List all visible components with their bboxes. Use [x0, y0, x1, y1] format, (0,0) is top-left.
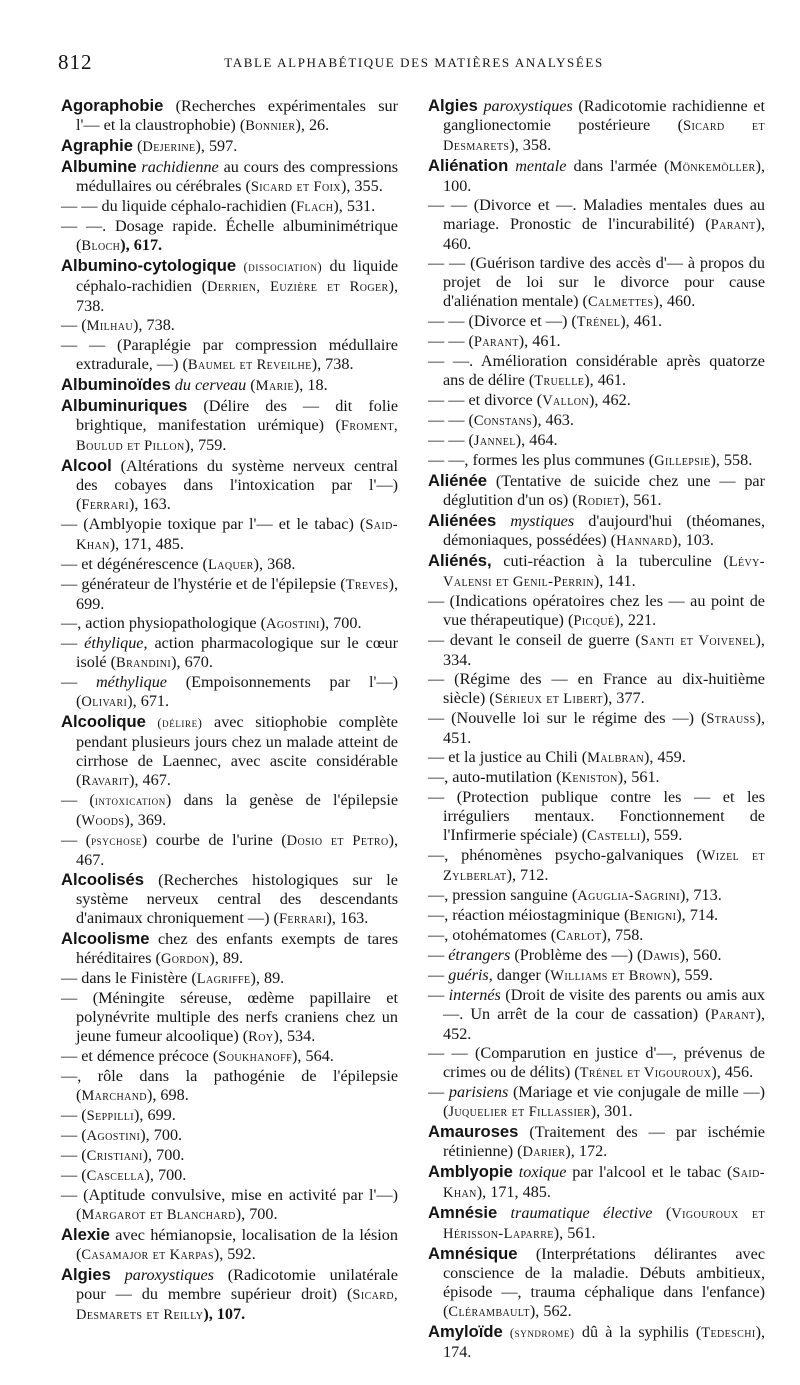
left-column — [61, 96, 398, 1325]
index-entry: —, auto-mutilation (Keniston), 561. — [428, 768, 660, 786]
index-entry: — — (Paraplégie par compression médullaire extradurale, —) (Baumel et Reveilhe), 738. — [61, 336, 398, 373]
index-entry: — générateur de l'hystérie et de l'épilepsie (Treves), 699. — [61, 575, 398, 613]
index-entry: — étrangers (Problème des —) (Dawis), 560. — [428, 946, 722, 964]
index-entry: — internés (Droit de visite des parents ou amis aux —. Un arrêt de la cour de cassation) (Parant), 452. — [428, 986, 765, 1043]
index-entry: — dans le Finistère (Lagriffe), 89. — [61, 969, 285, 987]
index-entry: —, otohématomes (Carlot), 758. — [428, 926, 644, 944]
index-entry: — (Méningite séreuse, œdème papillaire et polynévrite multiple des nerfs craniens chez un jeune fumeur alcoolique) (Roy), 534. — [61, 989, 398, 1045]
index-entry: — (Amblyopie toxique par l'— et le tabac) (Said-Khan), 171, 485. — [61, 515, 398, 553]
index-entry: — — (Divorce et —) (Trénel), 461. — [428, 312, 663, 330]
index-entry: Aliénation mentale dans l'armée (Mönkemöller), 100. — [428, 156, 766, 195]
index-entry: Albumino-cytologique (dissociation) du liquide céphalo-rachidien (Derrien, Euzière et Roger), 738. — [61, 256, 399, 315]
index-entry: Agraphie (Dejerine), 597. — [61, 136, 238, 155]
index-entry: — — et divorce (Vallon), 462. — [428, 391, 631, 409]
index-entry: — (Nouvelle loi sur le régime des —) (Strauss), 451. — [428, 709, 765, 747]
index-entry: — — (Constans), 463. — [428, 411, 574, 429]
index-entry: — (Milhau), 738. — [61, 316, 175, 334]
index-entry: — (psychose) courbe de l'urine (Dosio et Petro), 467. — [61, 831, 399, 869]
index-entry: Alcoolique (délire) avec sitiophobie complète pendant plusieurs jours chez un malade atteint de cirrhose de Laennec, avec ascite considérable (Ravarit), 467. — [61, 712, 398, 789]
index-entry: Alcoolisme chez des enfants exempts de tares héréditaires (Gordon), 89. — [61, 929, 398, 967]
index-entry: Algies paroxystiques (Radicotomie unilatérale pour — du membre supérieur droit) (Sicard, Desmarets et Reilly), 107. — [61, 1265, 398, 1323]
index-entry: — — (Divorce et —. Maladies mentales dues au mariage. Pronostic de l'incurabilité) (Parant), 460. — [428, 196, 765, 253]
index-entry: — (Régime des — en France au dix-huitième siècle) (Sérieux et Libert), 377. — [428, 670, 765, 707]
index-entry: Amauroses (Traitement des — par ischémie rétinienne) (Darier), 172. — [428, 1122, 765, 1160]
index-entry: — — (Parant), 461. — [428, 332, 561, 350]
index-entry: Aliénées mystiques d'aujourd'hui (théomanes, démoniaques, possédées) (Hannard), 103. — [428, 511, 766, 549]
index-entry: — éthylique, action pharmacologique sur le cœur isolé (Brandini), 670. — [61, 634, 399, 671]
index-entry: — (Cascella), 700. — [61, 1166, 187, 1184]
index-entry: — (Seppilli), 699. — [61, 1106, 176, 1124]
index-entry: Amnésie traumatique élective (Vigouroux et Hérisson-Laparre), 561. — [428, 1203, 765, 1242]
right-column — [428, 96, 765, 1362]
index-entry: — méthylique (Empoisonnements par l'—) (Olivari), 671. — [61, 673, 398, 710]
index-entry: — (Indications opératoires chez les — au point de vue thérapeutique) (Picqué), 221. — [428, 592, 765, 629]
index-entry: — et démence précoce (Soukhanoff), 564. — [61, 1047, 334, 1065]
index-entry: Amyloïde (syndrome) dû à la syphilis (Tedeschi), 174. — [428, 1322, 765, 1361]
index-entry: — (intoxication) dans la genèse de l'épilepsie (Woods), 369. — [61, 791, 399, 829]
index-entry: — — (Jannel), 464. — [428, 431, 558, 449]
index-entry: Aliénée (Tentative de suicide chez une — par déglutition d'un os) (Rodiet), 561. — [428, 471, 765, 509]
index-entry: —, réaction méiostagminique (Benigni), 714. — [428, 906, 719, 924]
index-entry: Amblyopie toxique par l'alcool et le tabac (Said-Khan), 171, 485. — [428, 1162, 766, 1201]
index-entry: — (Aptitude convulsive, mise en activité par l'—) (Margarot et Blanchard), 700. — [61, 1186, 398, 1223]
index-entry: — —, formes les plus communes (Gillepsie), 558. — [428, 451, 753, 469]
index-entry: — (Cristiani), 700. — [61, 1146, 185, 1164]
index-entry: —, pression sanguine (Aguglia-Sagrini), 713. — [428, 886, 722, 904]
index-entry: —, rôle dans la pathogénie de l'épilepsie (Marchand), 698. — [61, 1067, 398, 1104]
index-entry: — guéris, danger (Williams et Brown), 559. — [428, 966, 713, 984]
index-entry: Albuminuriques (Délire des — dit folie brightique, manifestation urémique) (Froment, Boulud et Pillon), 759. — [61, 396, 399, 454]
index-entry: — (Agostini), 700. — [61, 1126, 183, 1144]
index-entry: —, phénomènes psycho-galvaniques (Wizel et Zylberlat), 712. — [428, 846, 766, 884]
running-title: TABLE ALPHABÉTIQUE DES MATIÈRES ANALYSÉES — [224, 55, 604, 70]
index-entry: — devant le conseil de guerre (Santi et Voivenel), 334. — [428, 631, 765, 669]
index-entry: — et la justice au Chili (Malbran), 459. — [428, 748, 686, 766]
index-entry: — parisiens (Mariage et vie conjugale de mille —) (Juquelier et Fillassier), 301. — [428, 1083, 766, 1120]
index-entry: —, action physiopathologique (Agostini), 700. — [61, 614, 362, 632]
index-entry: Aliénés, cuti-réaction à la tuberculine (Lévy-Valensi et Genil-Perrin), 141. — [428, 551, 765, 590]
index-entry: Agoraphobie (Recherches expérimentales sur l'— et la claustrophobie) (Bonnier), 26. — [61, 96, 398, 134]
index-entry: Albumine rachidienne au cours des compressions médullaires ou cérébrales (Sicard et Foix), 355. — [61, 157, 399, 195]
index-entry: Alcoolisés (Recherches histologiques sur le système nerveux central des descendants d'animaux chroniquement —) (Ferrari), 163. — [61, 870, 398, 927]
index-entry: Alcool (Altérations du système nerveux central des cobayes dans l'intoxication par l'—) (Ferrari), 163. — [61, 456, 398, 513]
index-entry: — —. Dosage rapide. Échelle albuminimétrique (Bloch), 617. — [61, 217, 398, 254]
page-header — [58, 50, 770, 80]
index-entry: Albuminoïdes du cerveau (Marie), 18. — [61, 375, 328, 394]
index-entry: — (Protection publique contre les — et les irréguliers mentaux. Fonctionnement de l'Infirmerie spéciale) (Castelli), 559. — [428, 788, 765, 844]
index-entry: — —. Amélioration considérable après quatorze ans de délire (Truelle), 461. — [428, 352, 765, 389]
index-entry: — — (Guérison tardive des accès d'— à propos du projet de loi sur le divorce pour cause d'aliénation mentale) (Calmettes), 460. — [428, 254, 765, 310]
index-entry: Algies paroxystiques (Radicotomie rachidienne et ganglionectomie postérieure (Sicard et Desmarets), 358. — [428, 96, 765, 154]
index-entry: — — (Comparution en justice d'—, prévenus de crimes ou de délits) (Trénel et Vigouroux), 456. — [428, 1044, 765, 1081]
page-number: 812 — [58, 50, 93, 74]
index-entry: — et dégénérescence (Laquer), 368. — [61, 555, 296, 573]
index-entry: Amnésique (Interprétations délirantes avec conscience de la maladie. Débuts ambitieux, épisode —, trauma céphalique dans l'enfance) (Clérambault), 562. — [428, 1244, 766, 1320]
index-entry: Alexie avec hémianopsie, localisation de la lésion (Casamajor et Karpas), 592. — [61, 1225, 398, 1263]
index-entry: — — du liquide céphalo-rachidien (Flach), 531. — [61, 197, 376, 215]
